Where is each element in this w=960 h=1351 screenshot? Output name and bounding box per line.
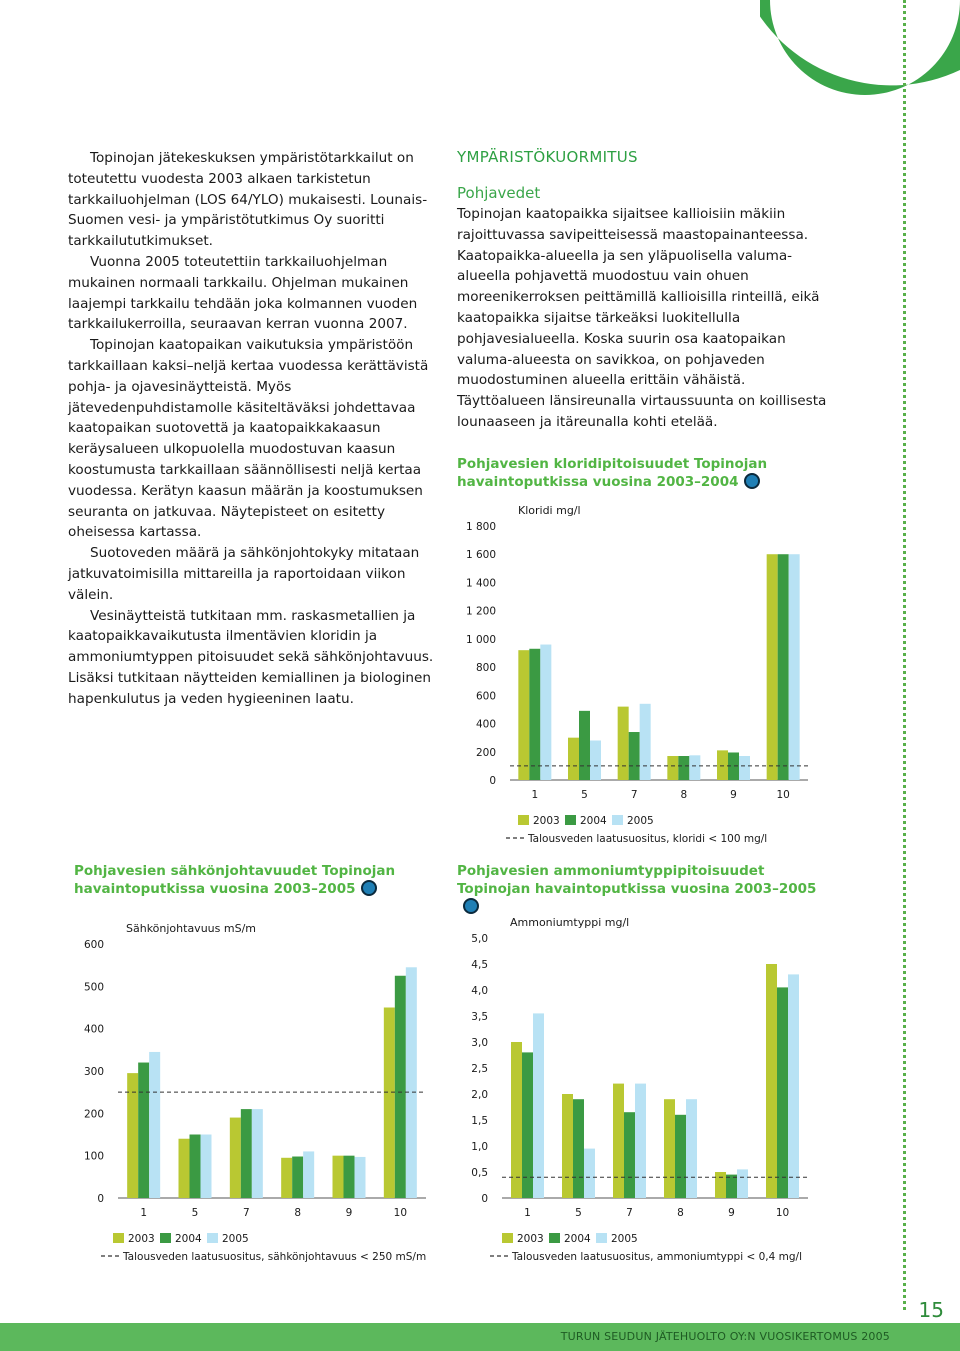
y-tick-label: 1 200 bbox=[465, 605, 496, 618]
bar-2004-1 bbox=[138, 1063, 149, 1198]
x-tick-label: 1 bbox=[524, 1207, 531, 1219]
decorative-arc bbox=[760, 0, 960, 110]
x-tick-label: 8 bbox=[294, 1207, 302, 1219]
legend-swatch-2003 bbox=[502, 1233, 513, 1243]
y-tick-label: 3,5 bbox=[471, 1011, 488, 1023]
legend-label-2005: 2005 bbox=[222, 1233, 249, 1245]
bar-2003-7 bbox=[230, 1118, 241, 1198]
bar-2005-5 bbox=[590, 740, 601, 780]
legend-label-2004: 2004 bbox=[175, 1233, 202, 1245]
chart-ammoniumtyppi bbox=[440, 910, 820, 1270]
legend-reference-label: Talousveden laatusuositus, sähkönjohtavuus < 250 mS/m bbox=[123, 1251, 427, 1263]
y-tick-label: 400 bbox=[475, 718, 496, 731]
footer-text: TURUN SEUDUN JÄTEHUOLTO OY:N VUOSIKERTOMUS 2005 bbox=[560, 1330, 890, 1343]
y-axis-label: Ammoniumtyppi mg/l bbox=[510, 916, 630, 929]
bar-2005-10 bbox=[406, 967, 417, 1198]
chart-kloridi-title-text: Pohjavesien kloridipitoisuudet Topinojan havaintoputkissa vuosina 2003–2004 bbox=[457, 456, 768, 490]
bar-2003-5 bbox=[568, 738, 579, 780]
section-title: YMPÄRISTÖKUORMITUS bbox=[457, 148, 638, 166]
chart-ammoniumtyppi-title-text: Pohjavesien ammoniumtyppipitoisuudet Topinojan havaintoputkissa vuosina 2003–2005 bbox=[457, 863, 817, 897]
bar-2004-10 bbox=[778, 554, 789, 780]
y-tick-label: 1 600 bbox=[465, 549, 496, 562]
bar-2004-1 bbox=[522, 1052, 533, 1198]
legend-swatch-2003 bbox=[518, 815, 529, 825]
bar-2005-9 bbox=[737, 1169, 748, 1198]
right-text-column bbox=[457, 148, 827, 433]
x-tick-label: 1 bbox=[531, 789, 539, 801]
bar-2004-7 bbox=[241, 1109, 252, 1198]
y-axis-label: Sähkönjohtavuus mS/m bbox=[126, 922, 256, 935]
bar-2005-9 bbox=[355, 1157, 366, 1198]
y-tick-label: 5,0 bbox=[471, 933, 488, 945]
y-tick-label: 1,0 bbox=[471, 1141, 488, 1153]
paragraph-4: Suotoveden määrä ja sähkönjohtokyky mitataan jatkuvatoimisilla mittareilla ja raportoidaan viikon välein. bbox=[68, 545, 420, 603]
legend-label-2004: 2004 bbox=[564, 1233, 591, 1245]
bar-2003-1 bbox=[518, 650, 529, 780]
bar-2003-8 bbox=[664, 1099, 675, 1198]
y-tick-label: 3,0 bbox=[471, 1037, 488, 1049]
bar-2003-8 bbox=[281, 1158, 292, 1198]
legend-label-2005: 2005 bbox=[627, 815, 654, 827]
legend-label-2003: 2003 bbox=[517, 1233, 544, 1245]
x-tick-label: 5 bbox=[191, 1207, 199, 1219]
bar-2005-1 bbox=[540, 645, 551, 780]
legend-swatch-2004 bbox=[565, 815, 576, 825]
bar-2004-5 bbox=[579, 711, 590, 780]
chart-kloridi-title bbox=[457, 455, 827, 491]
y-tick-label: 1,5 bbox=[471, 1115, 488, 1127]
x-tick-label: 7 bbox=[630, 789, 638, 801]
map-marker-icon bbox=[361, 880, 377, 896]
legend-swatch-2003 bbox=[113, 1233, 124, 1243]
map-marker-icon bbox=[744, 473, 760, 489]
x-tick-label: 10 bbox=[776, 789, 790, 801]
bar-2003-10 bbox=[766, 964, 777, 1198]
x-tick-label: 7 bbox=[242, 1207, 250, 1219]
bar-2003-5 bbox=[562, 1094, 573, 1198]
bar-2005-7 bbox=[640, 704, 651, 780]
legend-swatch-2004 bbox=[549, 1233, 560, 1243]
y-tick-label: 600 bbox=[83, 939, 104, 951]
y-tick-label: 0 bbox=[481, 1193, 488, 1205]
dotted-margin-line bbox=[903, 0, 906, 1310]
bar-2003-10 bbox=[384, 1008, 395, 1199]
chart-sahkonjohtavuus bbox=[58, 910, 438, 1270]
chart-sahkonjohtavuus-title bbox=[74, 862, 444, 898]
x-tick-label: 5 bbox=[575, 1207, 582, 1219]
bar-2005-8 bbox=[686, 1099, 697, 1198]
bar-2004-8 bbox=[675, 1115, 686, 1198]
y-tick-label: 100 bbox=[83, 1150, 104, 1163]
bar-2004-5 bbox=[190, 1135, 201, 1199]
bar-2004-5 bbox=[573, 1099, 584, 1198]
bar-2004-10 bbox=[777, 987, 788, 1198]
y-tick-label: 500 bbox=[83, 981, 104, 994]
bar-2004-1 bbox=[529, 649, 540, 780]
x-tick-label: 1 bbox=[140, 1207, 148, 1219]
y-tick-label: 300 bbox=[83, 1066, 104, 1078]
bar-2004-9 bbox=[344, 1156, 355, 1198]
y-tick-label: 1 800 bbox=[465, 521, 496, 533]
bar-2004-8 bbox=[292, 1157, 303, 1198]
page-number: 15 bbox=[918, 1298, 944, 1322]
x-tick-label: 9 bbox=[728, 1207, 735, 1219]
bar-2005-10 bbox=[788, 974, 799, 1198]
x-tick-label: 8 bbox=[677, 1207, 684, 1219]
bar-2005-7 bbox=[635, 1084, 646, 1198]
bar-2004-10 bbox=[395, 976, 406, 1198]
bar-2003-10 bbox=[767, 554, 778, 780]
bar-2003-9 bbox=[333, 1156, 344, 1198]
paragraph-3: Topinojan kaatopaikan vaikutuksia ympäristöön tarkkaillaan kaksi–neljä kertaa vuodessa kerättävistä pohja- ja ojavesinäytteistä. Myös jätevedenpuhdistamolle käsiteltäväksi johdettavaa kaatopaikan suotovettä ja kaatopaikkakaasun keräysalueen ulkopuolella muodostuvan kaasun koostumusta tarkkaillaan säännöllisesti neljä kertaa vuodessa. Kerätyn kaasun määrän ja koostumuksen seuranta on jatkuvaa. Näytepisteet on esitetty oheisessa kartassa. bbox=[68, 337, 429, 541]
legend-swatch-2005 bbox=[596, 1233, 607, 1243]
bar-2005-5 bbox=[584, 1149, 595, 1198]
bar-2005-8 bbox=[303, 1151, 314, 1198]
bar-2005-1 bbox=[149, 1052, 160, 1198]
y-tick-label: 4,5 bbox=[471, 959, 488, 971]
y-tick-label: 600 bbox=[475, 690, 496, 703]
bar-2003-9 bbox=[717, 750, 728, 780]
paragraph-1: Topinojan jätekeskuksen ympäristötarkkailut on toteutettu vuodesta 2003 alkaen tarkistetun tarkkailuohjelman (LOS 64/YLO) mukaisesti. Lounais-Suomen vesi- ja ympäristötutkimus Oy suoritti tarkkailututkimukset. bbox=[68, 150, 428, 250]
chart-sahkonjohtavuus-title-text: Pohjavesien sähkönjohtavuudet Topinojan havaintoputkissa vuosina 2003–2005 bbox=[74, 863, 396, 897]
bar-2003-8 bbox=[667, 756, 678, 780]
y-tick-label: 0,5 bbox=[471, 1167, 488, 1179]
bar-2003-9 bbox=[715, 1172, 726, 1198]
y-tick-label: 2,5 bbox=[471, 1063, 488, 1075]
bar-2005-9 bbox=[739, 756, 750, 780]
legend-swatch-2005 bbox=[207, 1233, 218, 1243]
x-tick-label: 5 bbox=[581, 789, 588, 801]
y-axis-label: Kloridi mg/l bbox=[518, 504, 581, 517]
x-tick-label: 8 bbox=[680, 789, 688, 801]
y-tick-label: 200 bbox=[475, 746, 496, 759]
legend-swatch-2005 bbox=[612, 815, 623, 825]
chart-ammoniumtyppi-title bbox=[457, 862, 827, 916]
bar-2005-1 bbox=[533, 1013, 544, 1198]
legend-label-2003: 2003 bbox=[533, 815, 560, 827]
bar-2005-10 bbox=[789, 554, 800, 780]
bar-2003-5 bbox=[179, 1139, 190, 1198]
legend-swatch-2004 bbox=[160, 1233, 171, 1243]
legend-label-2004: 2004 bbox=[580, 815, 607, 827]
legend-reference-label: Talousveden laatusuositus, ammoniumtyppi < 0,4 mg/l bbox=[512, 1251, 802, 1263]
legend-label-2005: 2005 bbox=[611, 1233, 638, 1245]
y-tick-label: 200 bbox=[83, 1108, 104, 1121]
left-text-column bbox=[68, 148, 436, 710]
pohjavedet-body: Topinojan kaatopaikka sijaitsee kallioisiin mäkiin rajoittuvassa savipeitteisessä maastopainanteessa. Kaatopaikka-alueella ja sen yläpuolisella valuma-alueella pohjavettä muodostuu vain ohuen moreenikerroksen peittämillä kallioisilla rinteillä, eikä kaatopaikka sijaitse tärkeäksi luokitellulla pohjavesialueella. Koska suurin osa kaatopaikan valuma-alueesta on savikkoa, on pohjaveden muodostuminen alueella erittäin vähäistä. Täyttöalueen länsireunalla virtaussuunta on koillisesta lounaaseen ja itäreunalla kohti etelää. bbox=[457, 206, 827, 430]
bar-2004-9 bbox=[726, 1175, 737, 1198]
bar-2004-8 bbox=[678, 756, 689, 780]
subheading-pohjavedet: Pohjavedet bbox=[457, 184, 541, 202]
y-tick-label: 2,0 bbox=[471, 1089, 488, 1101]
legend-reference-label: Talousveden laatusuositus, kloridi < 100 mg/l bbox=[528, 833, 768, 845]
x-tick-label: 9 bbox=[345, 1207, 353, 1219]
y-tick-label: 400 bbox=[83, 1023, 104, 1036]
bar-2003-1 bbox=[511, 1042, 522, 1198]
legend-label-2003: 2003 bbox=[128, 1233, 155, 1245]
x-tick-label: 9 bbox=[730, 789, 737, 801]
y-tick-label: 0 bbox=[489, 775, 496, 787]
x-tick-label: 10 bbox=[775, 1207, 790, 1219]
chart-kloridi bbox=[440, 495, 820, 850]
bar-2005-8 bbox=[689, 755, 700, 780]
x-tick-label: 10 bbox=[393, 1207, 408, 1219]
bar-2004-7 bbox=[624, 1112, 635, 1198]
x-tick-label: 7 bbox=[626, 1207, 633, 1219]
bar-2003-7 bbox=[613, 1084, 624, 1198]
y-tick-label: 1 400 bbox=[465, 577, 496, 590]
bar-2004-7 bbox=[629, 732, 640, 780]
y-tick-label: 4,0 bbox=[471, 985, 488, 997]
bar-2003-7 bbox=[618, 707, 629, 780]
y-tick-label: 1 000 bbox=[465, 633, 496, 646]
y-tick-label: 800 bbox=[475, 662, 496, 675]
paragraph-2: Vuonna 2005 toteutettiin tarkkailuohjelman mukainen normaali tarkkailu. Ohjelman mukainen laajempi tarkkailu tehdään joka kolmannen vuoden tarkkailukerroilla, seuraavan kerran vuonna 2007. bbox=[68, 253, 418, 333]
bar-2005-7 bbox=[252, 1109, 263, 1198]
bar-2005-5 bbox=[201, 1135, 212, 1199]
paragraph-5: Vesinäytteistä tutkitaan mm. raskasmetallien ja kaatopaikkavaikutusta ilmentävien kloridin ja ammoniumtyppen pitoisuudet sekä sähkönjohtavuus. Lisäksi tutkitaan näytteiden kemiallinen ja biologinen hapenkulutus ja veden hygieeninen laatu. bbox=[68, 607, 434, 707]
y-tick-label: 0 bbox=[97, 1193, 104, 1205]
